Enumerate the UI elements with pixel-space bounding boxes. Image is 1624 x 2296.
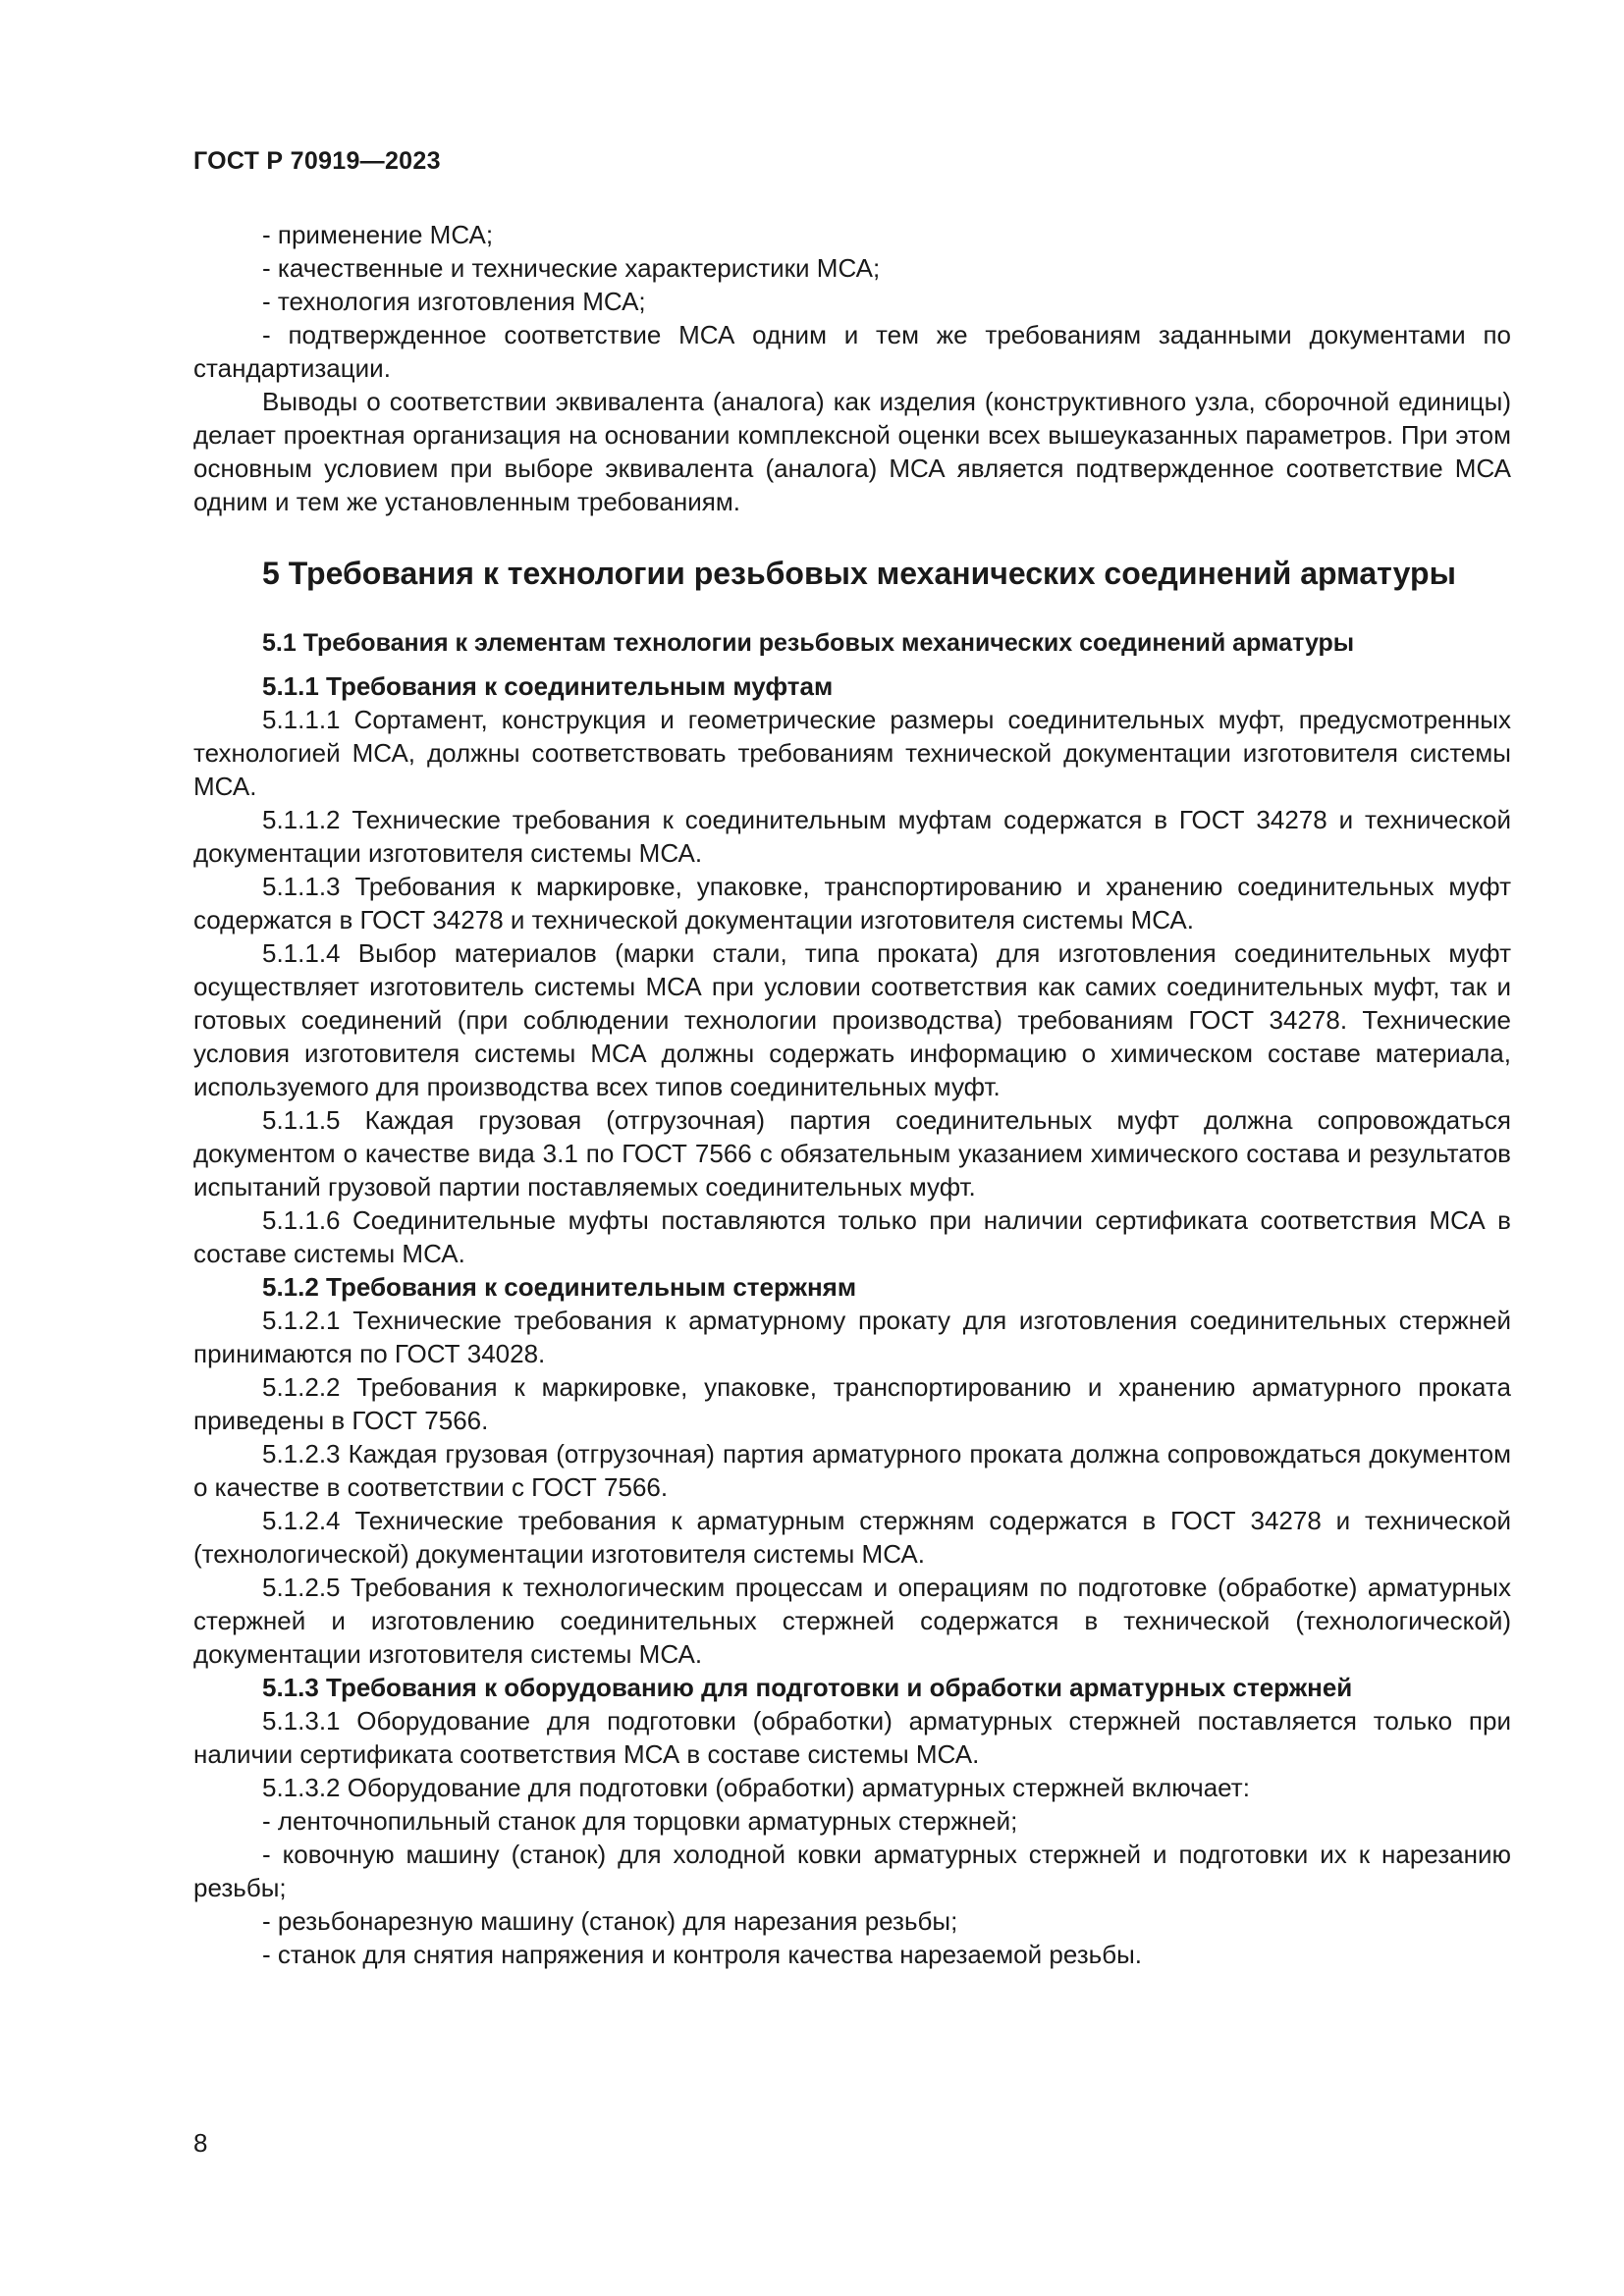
document-id-header: ГОСТ Р 70919—2023 (193, 147, 441, 175)
paragraph-5-1-1-2: 5.1.1.2 Технические требования к соединительным муфтам содержатся в ГОСТ 34278 и технической документации изготовителя системы МСА. (193, 805, 1511, 868)
heading-5-1-1: 5.1.1 Требования к соединительным муфтам (262, 671, 834, 701)
list-item-confirmed-compliance: - подтвержденное соответствие МСА одним и тем же требованиям заданными документами по стандартизации. (193, 320, 1511, 383)
paragraph-5-1-2-5: 5.1.2.5 Требования к технологическим процессам и операциям по подготовке (обработке) арматурных стержней и изготовлению соединительных стержней содержатся в технической (технологической) документации изготовителя системы МСА. (193, 1573, 1511, 1669)
paragraph-5-1-1-5: 5.1.1.5 Каждая грузовая (отгрузочная) партия соединительных муфт должна сопровождаться документом о качестве вида 3.1 по ГОСТ 7566 с обязательным указанием химического состава и результатов испытаний грузовой партии поставляемых соединительных муфт. (193, 1105, 1511, 1201)
list-item-stress-relief-machine: - станок для снятия напряжения и контроля качества нарезаемой резьбы. (262, 1940, 1142, 1969)
heading-5-1-3: 5.1.3 Требования к оборудованию для подготовки и обработки арматурных стержней (262, 1673, 1353, 1702)
paragraph-5-1-2-4: 5.1.2.4 Технические требования к арматурным стержням содержатся в ГОСТ 34278 и технической (технологической) документации изготовителя системы МСА. (193, 1506, 1511, 1569)
paragraph-5-1-3-1: 5.1.3.1 Оборудование для подготовки (обработки) арматурных стержней поставляется только при наличии сертификата соответствия МСА в составе системы МСА. (193, 1706, 1511, 1769)
list-item-threading-machine: - резьбонарезную машину (станок) для нарезания резьбы; (262, 1906, 958, 1936)
paragraph-5-1-1-3: 5.1.1.3 Требования к маркировке, упаковке, транспортированию и хранению соединительных муфт содержатся в ГОСТ 34278 и технической документации изготовителя системы МСА. (193, 872, 1511, 934)
heading-5-1-2: 5.1.2 Требования к соединительным стержням (262, 1272, 857, 1302)
paragraph-5-1-2-1: 5.1.2.1 Технические требования к арматурному прокату для изготовления соединительных стержней принимаются по ГОСТ 34028. (193, 1306, 1511, 1368)
section-5-title: 5 Требования к технологии резьбовых механических соединений арматуры (262, 556, 1456, 591)
document-body (193, 218, 1511, 1971)
paragraph-5-1-2-2: 5.1.2.2 Требования к маркировке, упаковке, транспортированию и хранению арматурного проката приведены в ГОСТ 7566. (193, 1372, 1511, 1435)
list-item-forging-machine: - ковочную машину (станок) для холодной ковки арматурных стержней и подготовки их к нарезанию резьбы; (193, 1840, 1511, 1902)
paragraph-5-1-1-1: 5.1.1.1 Сортамент, конструкция и геометрические размеры соединительных муфт, предусмотренных технологией МСА, должны соответствовать требованиям технической документации изготовителя системы МСА. (193, 705, 1511, 801)
section-5-1-title: 5.1 Требования к элементам технологии резьбовых механических соединений арматуры (262, 629, 1355, 657)
list-item-band-saw: - ленточнопильный станок для торцовки арматурных стержней; (262, 1806, 1018, 1836)
paragraph-conclusions: Выводы о соответствии эквивалента (аналога) как изделия (конструктивного узла, сборочной единицы) делает проектная организация на основании комплексной оценки всех вышеуказанных параметров. При этом основным условием при выборе эквивалента (аналога) МСА является подтвержденное соответствие МСА одним и тем же установленным требованиям. (193, 387, 1511, 516)
paragraph-5-1-3-2: 5.1.3.2 Оборудование для подготовки (обработки) арматурных стержней включает: (262, 1773, 1250, 1802)
page-number: 8 (193, 2128, 208, 2158)
list-item-characteristics: - качественные и технические характеристики МСА; (262, 253, 881, 283)
paragraph-5-1-1-4: 5.1.1.4 Выбор материалов (марки стали, типа проката) для изготовления соединительных муфт осуществляет изготовитель системы МСА при условии соответствия как самих соединительных муфт, так и готовых соединений (при соблюдении технологии производства) требованиям ГОСТ 34278. Технические условия изготовителя системы МСА должны содержать информацию о химическом составе материала, используемого для производства всех типов соединительных муфт. (193, 938, 1511, 1101)
list-item-technology: - технология изготовления МСА; (262, 287, 646, 316)
paragraph-5-1-1-6: 5.1.1.6 Соединительные муфты поставляются только при наличии сертификата соответствия МСА в составе системы МСА. (193, 1205, 1511, 1268)
list-item-application: - применение МСА; (262, 220, 494, 249)
paragraph-5-1-2-3: 5.1.2.3 Каждая грузовая (отгрузочная) партия арматурного проката должна сопровождаться документом о качестве в соответствии с ГОСТ 7566. (193, 1439, 1511, 1502)
